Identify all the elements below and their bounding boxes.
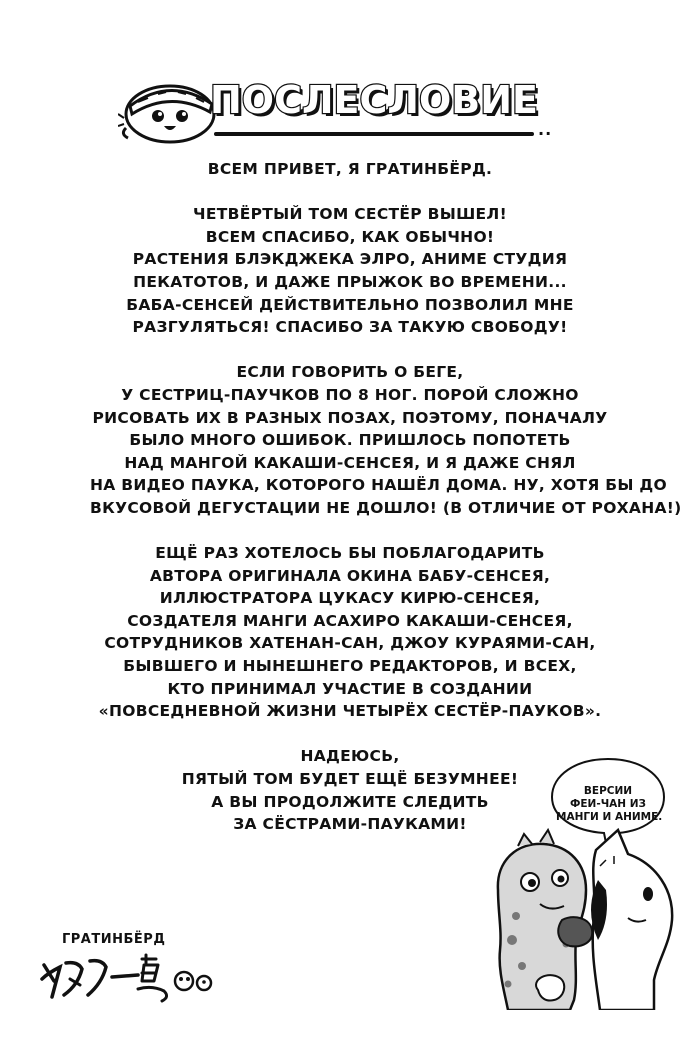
text-line: ИЛЛЮСТРАТОРА ЦУКАСУ КИРЮ-СЕНСЕЯ, [159, 589, 541, 608]
title-dots: ·· [538, 124, 553, 143]
text-line: АВТОРА ОРИГИНАЛА ОКИНА БАБУ-СЕНСЕЯ, [149, 566, 551, 585]
text-line: НАДЕЮСЬ, [300, 747, 400, 766]
bubble-line: МАНГИ И АНИМЕ. [556, 811, 663, 823]
paragraph-greeting [90, 158, 610, 181]
text-line: У СЕСТРИЦ-ПАУЧКОВ ПО 8 НОГ. ПОРОЙ СЛОЖНО [121, 385, 579, 404]
text-line: НАД МАНГОЙ КАКАШИ-СЕНСЕЯ, И Я ДАЖЕ СНЯЛ [124, 453, 576, 472]
text-line: БЫЛО МНОГО ОШИБОК. ПРИШЛОСЬ ПОПОТЕТЬ [129, 431, 571, 450]
text-line: БАБА-СЕНСЕЙ ДЕЙСТВИТЕЛЬНО ПОЗВОЛИЛ МНЕ [126, 295, 574, 314]
bubble-line: ФЕИ-ЧАН ИЗ [569, 798, 647, 810]
text-line: КТО ПРИНИМАЛ УЧАСТИЕ В СОЗДАНИИ [167, 679, 533, 698]
title-underline [214, 132, 534, 136]
title-block [118, 62, 558, 152]
text-line: СОТРУДНИКОВ ХАТЕНАН-САН, ДЖОУ КУРАЯМИ-САН, [104, 634, 596, 653]
text-line: ПЕКАТОТОВ, И ДАЖЕ ПРЫЖОК ВО ВРЕМЕНИ... [133, 272, 567, 291]
handwritten-signature [38, 945, 218, 1005]
text-line: ЗА СЁСТРАМИ-ПАУКАМИ! [233, 815, 467, 834]
page-title: ПОСЛЕСЛОВИЕ [210, 78, 538, 122]
text-line: ВСЕМ СПАСИБО, КАК ОБЫЧНО! [205, 227, 495, 246]
text-line: БЫВШЕГО И НЫНЕШНЕГО РЕДАКТОРОВ, И ВСЕХ, [123, 657, 577, 676]
paragraph-spiders [90, 361, 682, 519]
text-line: РАСТЕНИЯ БЛЭКДЖЕКА ЭЛРО, АНИМЕ СТУДИЯ [132, 250, 568, 269]
afterword-text [90, 158, 682, 858]
text-line: РАЗГУЛЯТЬСЯ! СПАСИБО ЗА ТАКУЮ СВОБОДУ! [132, 318, 568, 337]
text-line: «ПОВСЕДНЕВНОЙ ЖИЗНИ ЧЕТЫРЁХ СЕСТЁР-ПАУКОВ». [98, 702, 602, 721]
text-line: ПЯТЫЙ ТОМ БУДЕТ ЕЩЁ БЕЗУМНЕЕ! [181, 770, 519, 789]
text-line: ВКУСОВОЙ ДЕГУСТАЦИИ НЕ ДОШЛО! (В ОТЛИЧИЕ ОТ РОХАНА!) [90, 498, 682, 517]
text-line: ЧЕТВЁРТЫЙ ТОМ СЕСТЁР ВЫШЕЛ! [193, 205, 507, 224]
bubble-line: ВЕРСИИ [583, 785, 633, 797]
text-line: СОЗДАТЕЛЯ МАНГИ АСАХИРО КАКАШИ-СЕНСЕЯ, [127, 611, 573, 630]
text-line: ЕЩЁ РАЗ ХОТЕЛОСЬ БЫ ПОБЛАГОДАРИТЬ [155, 544, 545, 563]
paragraph-volume-four [90, 203, 610, 339]
spider-sisters-illustration [478, 820, 688, 1010]
speech-bubble-text [556, 785, 663, 824]
text-line: НА ВИДЕО ПАУКА, КОТОРОГО НАШЁЛ ДОМА. НУ, ХОТЯ БЫ ДО [90, 476, 668, 495]
signature-label: ГРАТИНБЁРД [62, 932, 166, 947]
text-line: А ВЫ ПРОДОЛЖИТЕ СЛЕДИТЬ [211, 792, 489, 811]
text-line: ВСЕМ ПРИВЕТ, Я ГРАТИНБЁРД. [207, 160, 493, 178]
text-line: ЕСЛИ ГОВОРИТЬ О БЕГЕ, [236, 363, 464, 382]
paragraph-thanks [90, 542, 610, 723]
text-line: РИСОВАТЬ ИХ В РАЗНЫХ ПОЗАХ, ПОЭТОМУ, ПОНАЧАЛУ [92, 408, 608, 427]
